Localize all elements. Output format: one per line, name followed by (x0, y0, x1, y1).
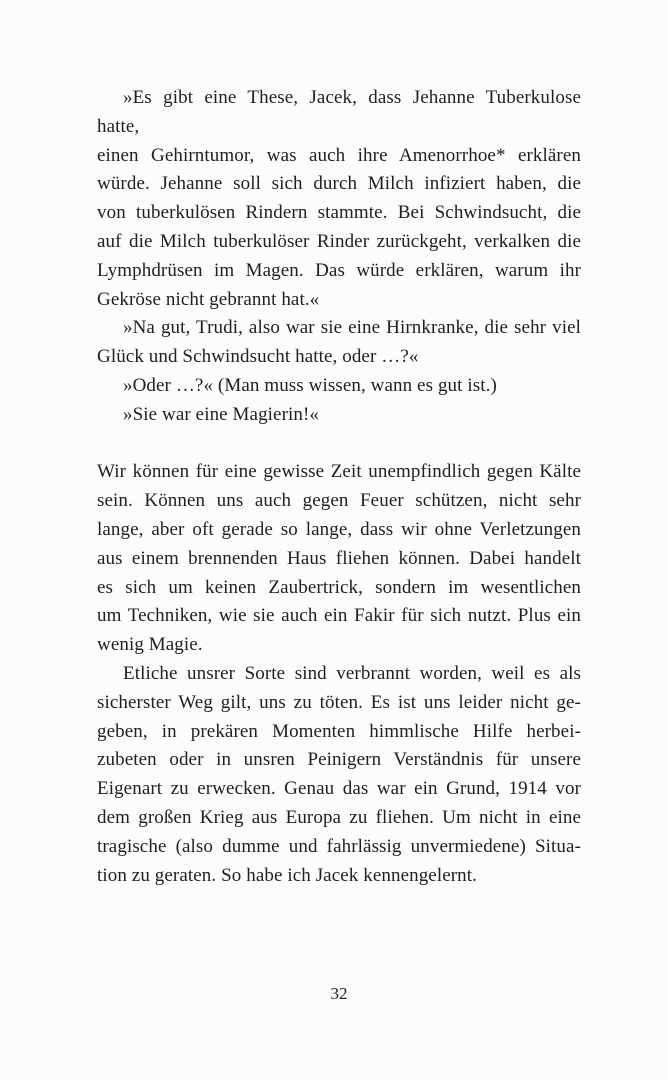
text-line: sein. Können uns auch gegen Feuer schützen, nicht sehr (97, 490, 581, 512)
paragraph (97, 314, 581, 372)
paragraph (97, 458, 581, 660)
paragraph (97, 401, 581, 430)
text-line: »Es gibt eine These, Jacek, dass Jehanne Tuberkulose hatte, (97, 87, 581, 137)
text-line: tragische (also dumme und fahrlässig unvermiedene) Situa- (97, 835, 581, 857)
text-line: sicherster Weg gilt, uns zu töten. Es ist uns leider nicht ge- (97, 691, 581, 713)
text-line: um Techniken, wie sie auch ein Fakir für sich nutzt. Plus ein (97, 605, 581, 627)
text-line: lange, aber oft gerade so lange, dass wir ohne Verletzungen (97, 518, 581, 540)
text-line: Etliche unsrer Sorte sind verbrannt worden, weil es als (123, 662, 581, 684)
text-line: es sich um keinen Zaubertrick, sondern im wesentlichen (97, 576, 581, 598)
page-text-block (97, 84, 581, 890)
text-line: von tuberkulösen Rindern stammte. Bei Schwindsucht, die (97, 202, 581, 224)
paragraph (97, 660, 581, 890)
text-line: einen Gehirntumor, was auch ihre Amenorrhoe* erklären (97, 144, 581, 166)
text-line: Lymphdrüsen im Magen. Das würde erklären, warum ihr (97, 259, 581, 281)
text-line: auf die Milch tuberkulöser Rinder zurückgeht, verkalken die (97, 230, 581, 252)
text-line: Glück und Schwindsucht hatte, oder …?« (97, 346, 419, 368)
text-line: »Na gut, Trudi, also war sie eine Hirnkranke, die sehr viel (123, 317, 581, 339)
text-line: Gekröse nicht gebrannt hat.« (97, 288, 320, 310)
text-line: zubeten oder in unsren Peinigern Verständnis für unsere (97, 749, 581, 771)
text-line: wenig Magie. (97, 634, 203, 656)
text-line: aus einem brennenden Haus fliehen können. Dabei handelt (97, 547, 581, 569)
text-line: dem großen Krieg aus Europa zu fliehen. Um nicht in eine (97, 806, 581, 828)
text-line: »Oder …?« (Man muss wissen, wann es gut ist.) (123, 374, 497, 396)
text-line: würde. Jehanne soll sich durch Milch infiziert haben, die (97, 173, 581, 195)
paragraph (97, 372, 581, 401)
text-line: Wir können für eine gewisse Zeit unempfindlich gegen Kälte (97, 461, 581, 483)
text-line: Eigenart zu erwecken. Genau das war ein Grund, 1914 vor (97, 778, 581, 800)
text-line: tion zu geraten. So habe ich Jacek kennengelernt. (97, 864, 478, 886)
text-line: »Sie war eine Magierin!« (123, 403, 320, 425)
paragraph (97, 84, 581, 314)
page-number: 32 (330, 984, 348, 1003)
text-line: geben, in prekären Momenten himmlische Hilfe herbei- (97, 720, 581, 742)
